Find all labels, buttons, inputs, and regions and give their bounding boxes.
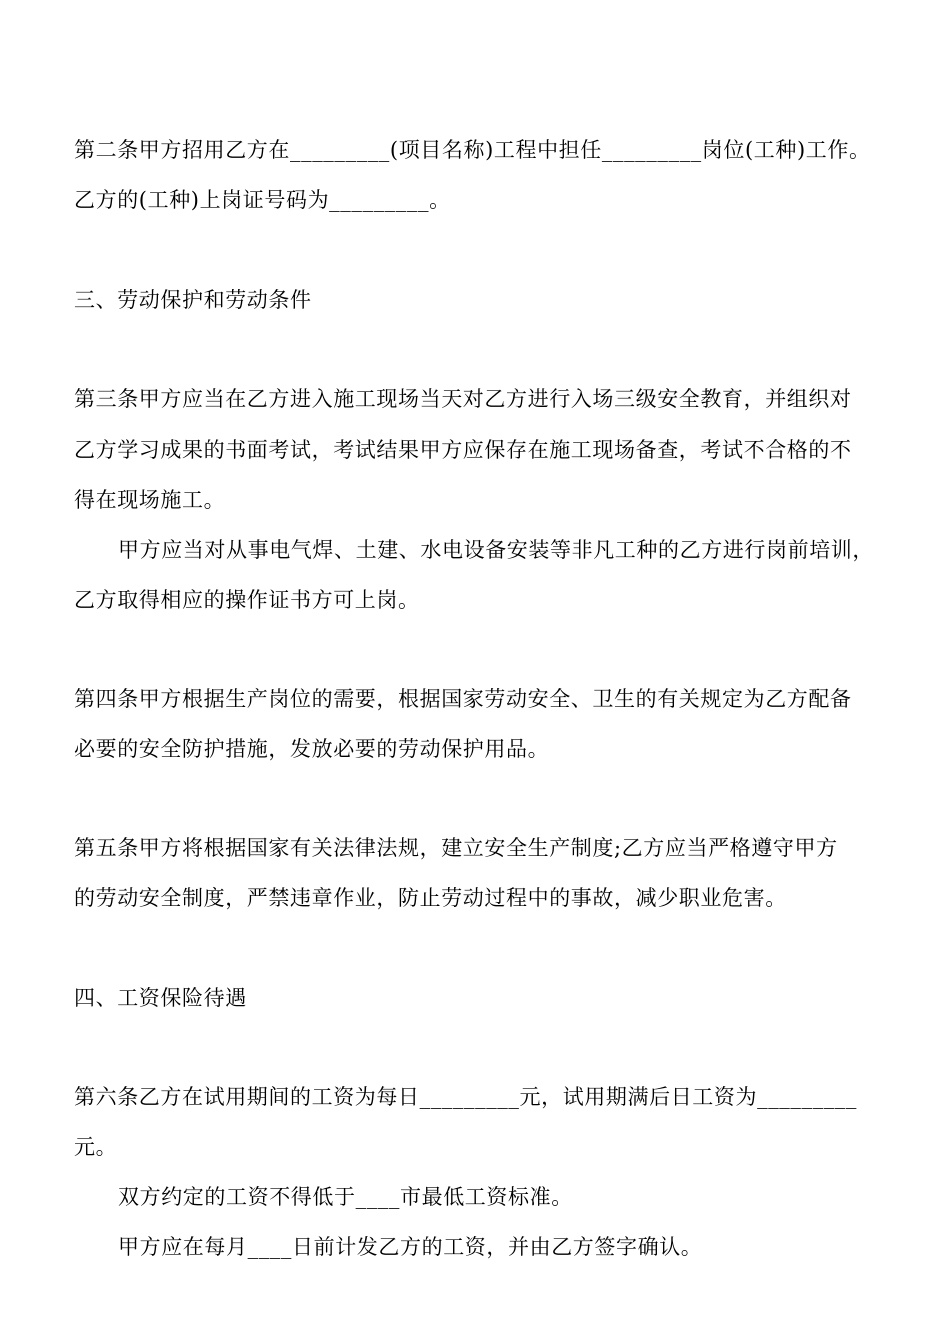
article-3-line-3: 得在现场施工。 [74, 488, 226, 512]
article-6-line-2: 元。 [74, 1135, 118, 1159]
article-6-para-3: 甲方应在每月____日前计发乙方的工资，并由乙方签字确认。 [118, 1235, 703, 1259]
article-6-line-1: 第六条乙方在试用期间的工资为每日_________元，试用期满后日工资为_________ [74, 1085, 857, 1109]
section-3-heading: 三、劳动保护和劳动条件 [74, 288, 312, 312]
article-2-line-2: 乙方的(工种)上岗证号码为_________。 [74, 188, 451, 212]
section-4-heading: 四、工资保险待遇 [74, 986, 247, 1010]
article-5-line-1: 第五条甲方将根据国家有关法律法规，建立安全生产制度;乙方应当严格遵守甲方 [74, 836, 838, 860]
article-4-line-2: 必要的安全防护措施，发放必要的劳动保护用品。 [74, 737, 550, 761]
article-3-para-2-line-1: 甲方应当对从事电气焊、土建、水电设备安装等非凡工种的乙方进行岗前培训， [118, 538, 874, 562]
article-3-line-2: 乙方学习成果的书面考试，考试结果甲方应保存在施工现场备查，考试不合格的不 [74, 438, 852, 462]
article-5-line-2: 的劳动安全制度，严禁违章作业，防止劳动过程中的事故，减少职业危害。 [74, 886, 787, 910]
article-2-line-1: 第二条甲方招用乙方在_________(项目名称)工程中担任_________岗位(工种)工作。 [74, 138, 871, 162]
article-6-para-2: 双方约定的工资不得低于____市最低工资标准。 [118, 1185, 573, 1209]
article-4-line-1: 第四条甲方根据生产岗位的需要，根据国家劳动安全、卫生的有关规定为乙方配备 [74, 687, 852, 711]
article-3-para-2-line-2: 乙方取得相应的操作证书方可上岗。 [74, 588, 420, 612]
article-3-line-1: 第三条甲方应当在乙方进入施工现场当天对乙方进行入场三级安全教育，并组织对 [74, 387, 852, 411]
